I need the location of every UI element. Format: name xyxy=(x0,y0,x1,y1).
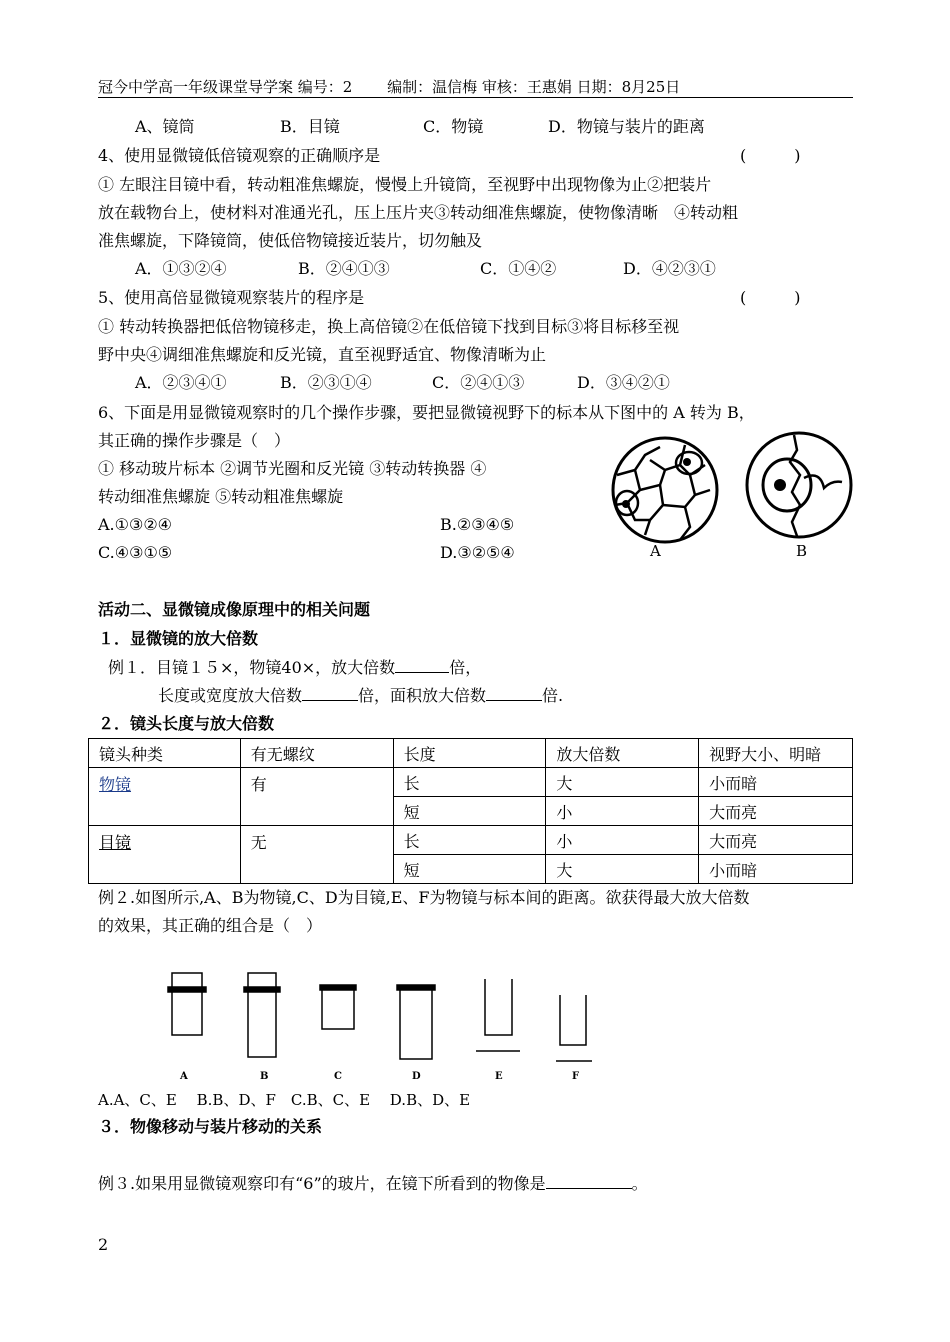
table-header-cell: 视野大小、明暗 xyxy=(699,739,853,768)
q4-option-c: C．①④② xyxy=(480,259,557,278)
q5-answer-paren: ( ) xyxy=(740,288,801,307)
section2-title: ２．镜头长度与放大倍数 xyxy=(98,714,275,733)
q5-option-d: D．③④②① xyxy=(577,373,670,392)
section3-title: ３．物像移动与装片移动的关系 xyxy=(98,1117,323,1136)
q6-steps-1: ① 移动玻片标本 ②调节光圈和反光镜 ③转动转换器 ④ xyxy=(98,459,487,478)
table-cell: 短 xyxy=(393,797,546,826)
table-row xyxy=(89,826,853,855)
table-cell: 无 xyxy=(240,826,393,884)
table-cell: 大而亮 xyxy=(699,797,853,826)
microscope-field-b-figure xyxy=(742,430,857,540)
table-cell: 小而暗 xyxy=(699,768,853,797)
q5-body-1: ① 转动转换器把低倍物镜移走，换上高倍镜②在低倍镜下找到目标③将目标移至视 xyxy=(98,317,680,336)
lens-label-b: B xyxy=(260,1071,269,1082)
distance-f-shape xyxy=(556,995,592,1061)
q5-option-c: C．②④①③ xyxy=(432,373,525,392)
lens-b-shape xyxy=(244,973,280,1057)
example1-line1 xyxy=(108,658,481,678)
table-cell: 大 xyxy=(546,768,699,797)
q5-option-b: B．②③①④ xyxy=(280,373,372,392)
table-header-cell: 长度 xyxy=(393,739,546,768)
example1-text-b: 倍， xyxy=(449,658,482,677)
table-header-row xyxy=(89,739,853,768)
section1-title: １．显微镜的放大倍数 xyxy=(98,629,259,648)
figure-label-b: B xyxy=(796,542,808,560)
activity2-title: 活动二、显微镜成像原理中的相关问题 xyxy=(98,600,371,619)
q4-answer-paren: ( ) xyxy=(740,146,801,165)
q6-steps-2: 转动细准焦螺旋 ⑤转动粗准焦螺旋 xyxy=(98,487,344,506)
table-cell-objective[interactable] xyxy=(89,768,241,826)
example2-line1: 例２.如图所示,A、B为物镜,C、D为目镜,E、F为物镜与标本间的距离。欲获得最大放大倍数 xyxy=(98,888,750,907)
example3-text-a: 例３.如果用显微镜观察印有“6”的玻片，在镜下所看到的物像是 xyxy=(98,1174,546,1193)
table-header-cell: 有无螺纹 xyxy=(240,739,393,768)
q4-body-2: 放在载物台上，使材料对准通光孔，压上压片夹③转动细准焦螺旋，使物像清晰 ④转动粗 xyxy=(98,203,739,222)
table-cell: 有 xyxy=(240,768,393,826)
example2-options: A.A、C、E B.B、D、F C.B、C、E D.B、D、E xyxy=(98,1091,471,1109)
lens-a-shape xyxy=(168,973,206,1035)
example1-text-a: 例１．目镜１５×，物镜40×，放大倍数 xyxy=(108,658,396,677)
page-number: 2 xyxy=(98,1235,109,1254)
table-cell: 小 xyxy=(546,826,699,855)
eyepiece-label: 目镜 xyxy=(99,833,132,852)
q6-option-a: A.①③②④ xyxy=(98,515,173,534)
q3-option-b: B．目镜 xyxy=(280,117,340,136)
q4-body-1: ① 左眼注目镜中看，转动粗准焦螺旋，慢慢上升镜筒，至视野中出现物像为止②把装片 xyxy=(98,175,712,194)
table-header-cell: 放大倍数 xyxy=(546,739,699,768)
q6-stem-1: 6、下面是用显微镜观察时的几个操作步骤，要把显微镜视野下的标本从下图中的 A 转为 B， xyxy=(98,403,755,422)
q5-body-2: 野中央④调细准焦螺旋和反光镜，直至视野适宜、物像清晰为止 xyxy=(98,345,547,364)
example1-blank-3[interactable] xyxy=(486,686,542,701)
q6-option-c: C.④③①⑤ xyxy=(98,543,173,562)
lens-label-a: A xyxy=(180,1071,188,1082)
distance-e-shape xyxy=(476,979,520,1051)
lens-label-e: E xyxy=(495,1071,503,1082)
header-rule xyxy=(98,97,853,98)
example1-text-e: 倍. xyxy=(542,686,564,705)
example3-line xyxy=(98,1174,648,1194)
q6-stem-2: 其正确的操作步骤是（ ） xyxy=(98,431,291,450)
example2-line2: 的效果，其正确的组合是（ ） xyxy=(98,916,323,935)
lens-label-c: C xyxy=(334,1071,342,1082)
table-cell: 短 xyxy=(393,855,546,884)
q4-body-3: 准焦螺旋，下降镜筒，使低倍物镜接近装片，切勿触及 xyxy=(98,231,483,250)
table-row xyxy=(89,768,853,797)
q3-option-d: D．物镜与装片的距离 xyxy=(548,117,705,136)
table-cell: 大而亮 xyxy=(699,826,853,855)
table-cell: 长 xyxy=(393,826,546,855)
page-header: 冠今中学高一年级课堂导学案 编号：2 编制：温信梅 审核：王惠娟 日期：8月25日 xyxy=(98,78,681,96)
table-cell: 大 xyxy=(546,855,699,884)
q4-stem: 4、使用显微镜低倍镜观察的正确顺序是 xyxy=(98,146,381,165)
table-header-cell: 镜头种类 xyxy=(89,739,241,768)
q5-stem: 5、使用高倍显微镜观察装片的程序是 xyxy=(98,288,365,307)
lens-label-d: D xyxy=(412,1071,421,1082)
q3-option-a: A、镜筒 xyxy=(135,117,195,136)
table-cell-eyepiece xyxy=(89,826,241,884)
microscope-field-a-figure xyxy=(605,435,725,545)
lens-table xyxy=(88,738,853,884)
q4-option-a: A．①③②④ xyxy=(135,259,227,278)
example1-blank-2[interactable] xyxy=(302,686,358,701)
lens-label-f: F xyxy=(572,1071,580,1082)
figure-label-a: A xyxy=(650,542,661,560)
example1-line2 xyxy=(158,686,563,706)
q3-option-c: C．物镜 xyxy=(423,117,484,136)
q5-option-a: A．②③④① xyxy=(135,373,227,392)
table-cell: 小 xyxy=(546,797,699,826)
example3-text-b: 。 xyxy=(631,1174,648,1193)
lens-d-shape xyxy=(397,985,435,1059)
table-cell: 小而暗 xyxy=(699,855,853,884)
q6-option-b: B.②③④⑤ xyxy=(440,515,515,534)
example3-blank[interactable] xyxy=(546,1174,632,1189)
objective-lens-link[interactable]: 物镜 xyxy=(99,775,132,794)
lens-diagram xyxy=(160,965,610,1085)
example1-blank-1[interactable] xyxy=(395,658,449,673)
q6-option-d: D.③②⑤④ xyxy=(440,543,515,562)
lens-c-shape xyxy=(320,985,356,1029)
q4-option-d: D．④②③① xyxy=(623,259,716,278)
q4-option-b: B．②④①③ xyxy=(298,259,390,278)
example1-text-d: 倍，面积放大倍数 xyxy=(358,686,487,705)
example1-text-c: 长度或宽度放大倍数 xyxy=(158,686,303,705)
table-cell: 长 xyxy=(393,768,546,797)
